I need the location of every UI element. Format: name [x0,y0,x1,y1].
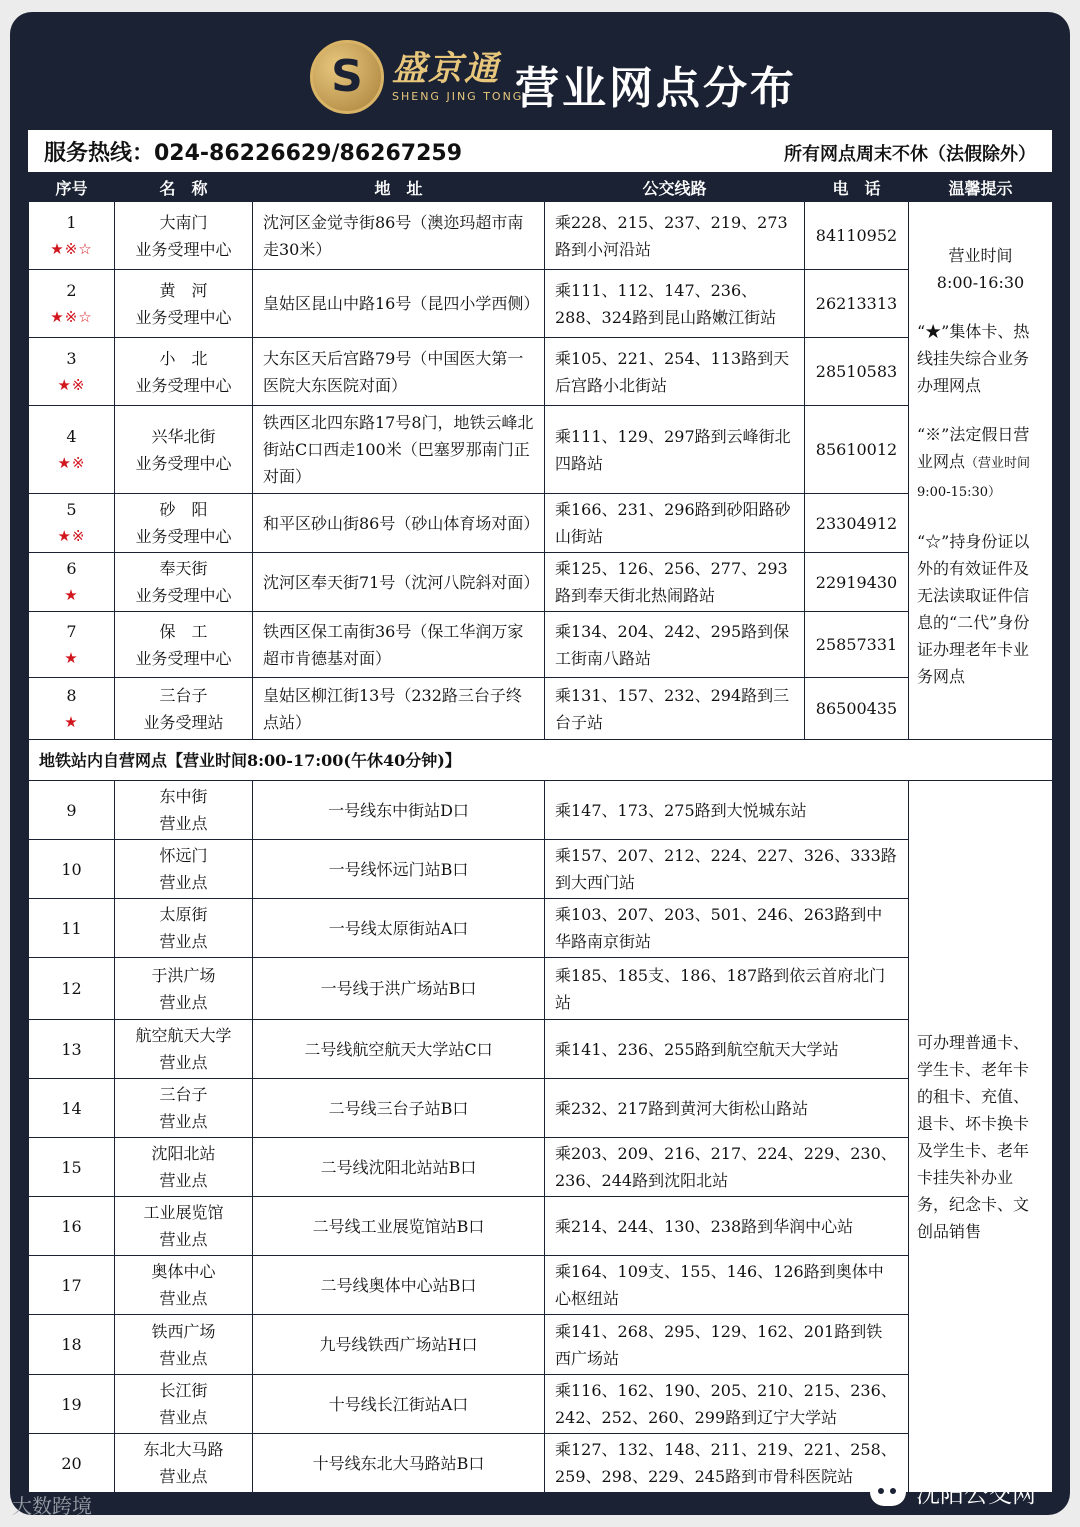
row-name-line1: 黄 河 [159,280,208,300]
row-name [115,553,253,612]
row-name [115,612,253,678]
tip-hollow: “☆”持身份证以外的有效证件及无法读取证件信息的“二代”身份证办理老年卡业务网点 [917,532,1030,686]
row-name-line2: 业务受理站 [143,712,224,732]
row-address: 沈河区奉天街71号（沈河八院斜对面） [253,553,545,612]
table-row [29,1315,1053,1375]
row-no [29,270,115,338]
row-address: 皇姑区昆山中路16号（昆四小学西侧） [253,270,545,338]
row-address: 和平区砂山街86号（砂山体育场对面） [253,494,545,553]
row-address: 一号线于洪广场站B口 [253,958,545,1020]
table-row [29,202,1053,270]
row-no: 15 [29,1138,115,1197]
row-phone: 26213313 [805,270,909,338]
row-name-line2: 业务受理中心 [135,453,232,473]
tip-hours-label: 营业时间 [948,246,1013,265]
row-stars: ★※☆ [50,307,93,326]
row-name-line2: 营业点 [159,1348,208,1368]
row-address: 十号线东北大马路站B口 [253,1434,545,1493]
watermark-text: 沈阳公交网 [916,1480,1036,1508]
tip-ref [917,421,1044,506]
row-bus: 乘105、221、254、113路到天后宫路小北街站 [545,338,805,406]
row-name-line2: 营业点 [159,1467,208,1486]
table-row [29,338,1053,406]
row-name [115,781,253,840]
row-phone: 25857331 [805,612,909,678]
row-name-line1: 东北大马路 [143,1440,224,1459]
row-address: 二号线工业展览馆站B口 [253,1197,545,1256]
row-no: 19 [29,1375,115,1434]
row-number: 4 [66,426,77,446]
row-name [115,406,253,494]
table-row [29,958,1053,1020]
row-address: 二号线沈阳北站站B口 [253,1138,545,1197]
row-name [115,1138,253,1197]
row-name-line1: 三台子 [159,1085,208,1104]
table-row [29,899,1053,958]
row-stars: ★※ [57,453,86,472]
table-row [29,781,1053,840]
metro-heading-text: 地铁站内自营网点【营业时间8:00-17:00(午休40分钟)】 [29,740,1053,781]
row-no: 13 [29,1020,115,1079]
row-phone: 86500435 [805,678,909,740]
row-no [29,612,115,678]
weekend-note: 所有网点周末不休（法假除外） [784,144,1036,165]
tip-hours: 8:00-16:30 [936,273,1025,292]
row-no [29,678,115,740]
row-address: 二号线三台子站B口 [253,1079,545,1138]
row-name [115,1197,253,1256]
row-address: 二号线奥体中心站B口 [253,1256,545,1315]
row-no [29,202,115,270]
row-name [115,270,253,338]
table-row [29,612,1053,678]
row-no: 11 [29,899,115,958]
row-no: 18 [29,1315,115,1375]
row-name-line2: 业务受理中心 [135,648,232,668]
row-no [29,494,115,553]
row-name-line1: 工业展览馆 [143,1203,224,1222]
row-name [115,1256,253,1315]
row-number: 1 [66,212,77,232]
row-number: 5 [66,500,77,519]
logo [310,40,523,114]
row-name [115,1020,253,1079]
row-name [115,1315,253,1375]
row-name [115,899,253,958]
row-name-line1: 航空航天大学 [135,1026,232,1045]
row-name [115,494,253,553]
col-bus: 公交线路 [545,173,805,202]
row-bus: 乘127、132、148、211、219、221、258、259、298、229、245路到市骨科医院站 [545,1434,909,1493]
row-no: 14 [29,1079,115,1138]
row-name-line2: 营业点 [159,873,208,892]
row-bus: 乘214、244、130、238路到华润中心站 [545,1197,909,1256]
row-name-line1: 兴华北街 [151,426,216,446]
header [10,12,1070,130]
col-name: 名 称 [115,173,253,202]
row-bus: 乘147、173、275路到大悦城东站 [545,781,909,840]
row-address: 一号线怀远门站B口 [253,840,545,899]
table-row [29,1138,1053,1197]
row-phone: 22919430 [805,553,909,612]
row-stars: ★※ [57,527,86,545]
row-no: 17 [29,1256,115,1315]
row-number: 3 [66,348,77,368]
row-bus: 乘185、185支、186、187路到依云首府北门站 [545,958,909,1020]
row-no [29,553,115,612]
table-row [29,494,1053,553]
row-name-line2: 业务受理中心 [135,375,232,395]
table-row [29,1197,1053,1256]
row-bus: 乘166、231、296路到砂阳路砂山街站 [545,494,805,553]
footer-mark [12,1490,92,1519]
row-bus: 乘111、112、147、236、288、324路到昆山路嫩江街站 [545,270,805,338]
row-name [115,1079,253,1138]
row-bus: 乘232、217路到黄河大街松山路站 [545,1079,909,1138]
row-address: 二号线航空航天大学站C口 [253,1020,545,1079]
row-name-line1: 砂 阳 [159,500,208,519]
row-bus: 乘116、162、190、205、210、215、236、242、252、260、299路到辽宁大学站 [545,1375,909,1434]
row-bus: 乘141、268、295、129、162、201路到铁西广场站 [545,1315,909,1375]
table-header [29,173,1053,202]
row-bus: 乘228、215、237、219、273路到小河沿站 [545,202,805,270]
row-name-line2: 营业点 [159,1408,208,1427]
row-no [29,338,115,406]
row-no: 10 [29,840,115,899]
outlet-table [28,172,1052,1493]
row-number: 7 [66,621,77,641]
row-stars: ★ [64,712,79,731]
row-name-line1: 奉天街 [159,559,208,578]
row-name-line1: 铁西广场 [151,1321,216,1341]
row-no: 9 [29,781,115,840]
row-name-line2: 营业点 [159,1112,208,1131]
row-name-line2: 业务受理中心 [135,307,232,327]
row-bus: 乘125、126、256、277、293路到奉天街北热闹路站 [545,553,805,612]
tips-b: 可办理普通卡、学生卡、老年卡的租卡、充值、退卡、坏卡换卡及学生卡、老年卡挂失补办业务，纪念卡、文创品销售 [909,781,1053,1493]
col-address: 地 址 [253,173,545,202]
table-row [29,553,1053,612]
row-name-line2: 业务受理中心 [135,527,232,546]
poster-frame [10,12,1070,1515]
row-name-line2: 营业点 [159,1230,208,1249]
row-name-line1: 东中街 [159,787,208,806]
row-name [115,840,253,899]
row-no: 12 [29,958,115,1020]
hotline-bar [28,130,1052,172]
row-bus: 乘103、207、203、501、246、263路到中华路南京街站 [545,899,909,958]
col-phone: 电 话 [805,173,909,202]
col-no: 序号 [29,173,115,202]
logo-emblem-icon: S [310,40,384,114]
col-tips: 温馨提示 [909,173,1053,202]
row-name-line2: 营业点 [159,1171,208,1190]
row-name-line1: 大南门 [159,212,208,232]
row-name-line1: 长江街 [159,1381,208,1400]
row-bus: 乘164、109支、155、146、126路到奥体中心枢纽站 [545,1256,909,1315]
table-row [29,270,1053,338]
row-name-line2: 业务受理中心 [135,586,232,605]
row-address: 皇姑区柳江街13号（232路三台子终点站） [253,678,545,740]
tip-star: “★”集体卡、热线挂失综合业务办理网点 [917,322,1030,395]
row-name [115,678,253,740]
row-address: 沈河区金觉寺街86号（澳迩玛超市南走30米） [253,202,545,270]
row-number: 8 [66,685,77,705]
row-name-line1: 于洪广场 [151,965,216,985]
row-name-line2: 营业点 [159,992,208,1012]
row-address: 铁西区北四东路17号8门，地铁云峰北街站C口西走100米（巴塞罗那南门正对面） [253,406,545,494]
watermark [870,1474,1036,1509]
row-address: 九号线铁西广场站H口 [253,1315,545,1375]
row-name-line1: 太原街 [159,905,208,924]
row-bus: 乘203、209、216、217、224、229、230、236、244路到沈阳北站 [545,1138,909,1197]
row-address: 十号线长江街站A口 [253,1375,545,1434]
row-name-line2: 营业点 [159,814,208,833]
row-phone: 84110952 [805,202,909,270]
row-name [115,958,253,1020]
table-row [29,840,1053,899]
row-no [29,406,115,494]
row-stars: ★ [64,586,79,604]
tip-ref-hours: （营业时间9:00-15:30） [917,456,1031,500]
table-row [29,1256,1053,1315]
row-bus: 乘157、207、212、224、227、326、333路到大西门站 [545,840,909,899]
row-name [115,1434,253,1493]
row-phone: 28510583 [805,338,909,406]
row-bus: 乘134、204、242、295路到保工街南八路站 [545,612,805,678]
logo-name: 盛京通 [392,48,500,89]
row-phone: 23304912 [805,494,909,553]
table-row [29,1375,1053,1434]
row-name-line1: 三台子 [159,685,208,705]
row-number: 6 [66,559,77,578]
row-name [115,338,253,406]
hotline-text: 服务热线：024-86226629/86267259 [44,141,463,166]
row-bus: 乘131、157、232、294路到三台子站 [545,678,805,740]
page-title: 营业网点分布 [515,63,797,114]
row-no: 20 [29,1434,115,1493]
footer-mark-text: 大数跨境 [12,1494,92,1518]
tip-ref-main: “※”法定假日营业网点 [917,425,1030,471]
row-bus: 乘111、129、297路到云峰街北四路站 [545,406,805,494]
table-row [29,406,1053,494]
row-name [115,202,253,270]
row-address: 大东区天后宫路79号（中国医大第一医院大东医院对面） [253,338,545,406]
row-address: 一号线太原街站A口 [253,899,545,958]
row-name-line2: 业务受理中心 [135,239,232,259]
row-name-line1: 沈阳北站 [151,1144,216,1163]
table-row [29,678,1053,740]
row-bus: 乘141、236、255路到航空航天大学站 [545,1020,909,1079]
row-name-line2: 营业点 [159,932,208,951]
row-name-line1: 怀远门 [159,846,208,865]
row-no: 16 [29,1197,115,1256]
row-stars: ★ [64,648,79,667]
row-name-line1: 保 工 [159,621,208,641]
wechat-icon [870,1478,906,1506]
metro-section-heading [29,740,1053,781]
row-phone: 85610012 [805,406,909,494]
row-name [115,1375,253,1434]
row-number: 2 [66,280,77,300]
row-stars: ★※☆ [50,239,93,258]
table-row [29,1020,1053,1079]
row-name-line2: 营业点 [159,1289,208,1308]
row-name-line1: 奥体中心 [151,1262,216,1281]
row-name-line2: 营业点 [159,1053,208,1072]
row-name-line1: 小 北 [159,348,208,368]
row-address: 一号线东中街站D口 [253,781,545,840]
row-address: 铁西区保工南街36号（保工华润万家超市肯德基对面） [253,612,545,678]
logo-name-en: SHENG JING TONG [392,89,524,103]
table-row [29,1079,1053,1138]
tips-a [909,202,1053,740]
row-stars: ★※ [57,375,86,394]
